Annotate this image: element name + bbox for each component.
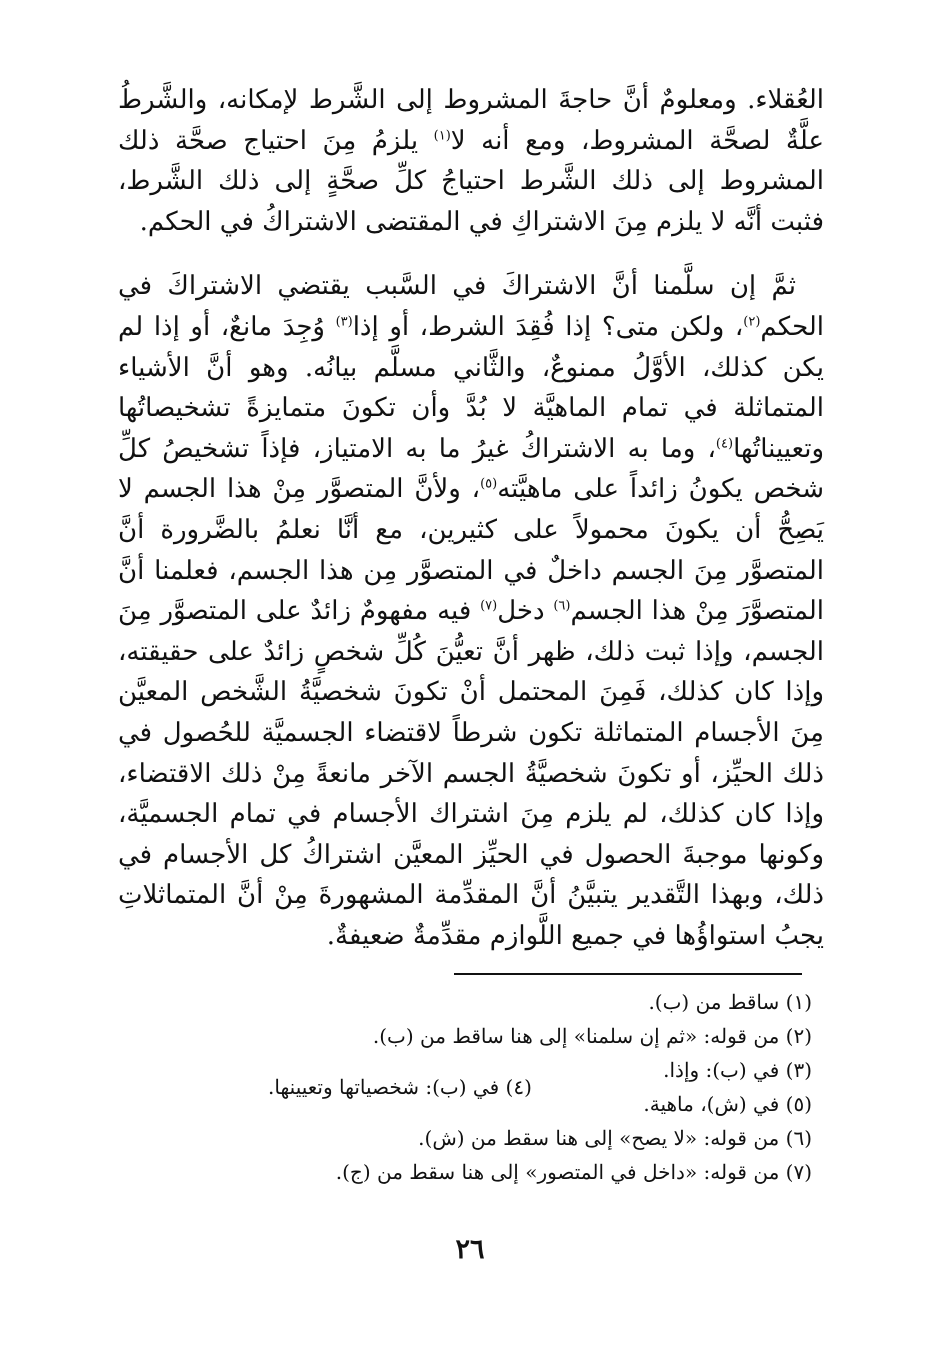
footnote-ref-5: (٥) (480, 476, 498, 492)
footnote-5: (٥) في (ش)، ماهية. (643, 1092, 812, 1116)
paragraph-2-part-c: وُجِدَ مانعٌ، أو إذا لم يكن كذلك، الأوَّلُ ممنوعٌ، والثَّاني مسلَّم بيانُه. وهو أنَّ الأشياء المتماثلة في تمام الماهيَّة لا بُدَّ وأن تكونَ متمايزةً تشخيصاتُها وتعييناتُها (118, 311, 824, 464)
footnote-3: (٣) في (ب): وإذا. (663, 1058, 812, 1082)
footnote-separator (454, 973, 802, 975)
footnote-ref-1: (١) (433, 127, 451, 143)
paragraph-1-text: العُقلاء. ومعلومٌ أنَّ حاجةَ المشروط إلى الشَّرط لإمكانه، والشَّرطُ علَّةٌ لصحَّة المشروط، ومع أنه لا (118, 85, 824, 156)
paragraph-2-part-f: دخل (497, 596, 554, 627)
footnote-ref-4: (٤) (715, 436, 734, 452)
paragraph-2-part-g: فيه مفهومٌ زائدٌ على المتصوَّر مِنَ الجسم، وإذا ثبت ذلك، ظهر أنَّ تعيُّنَ كُلِّ شخصٍ زائدٌ على حقيقته، وإذا كان كذلك، فَمِنَ المحتمل أنْ تكونَ شخصيَّةُ الشَّخص المعيَّن مِنَ الأجسام المتماثلة تكون شرطاً لاقتضاء الجسميَّة للحُصول في ذلك الحيِّز، أو تكونَ شخصيَّةُ الجسم الآخر مانعةً مِنْ ذلك الاقتضاء، وإذا كان كذلك، لم يلزم مِنَ اشتراك الأجسام في تمام الجسميَّة، وكونها موجبةَ الحصول في الحيِّز المعيَّن اشتراكُ كل الأجسام في ذلك، وبهذا التَّقدير يتبيَّنُ أنَّ المقدِّمة المشهورةَ مِنْ أنَّ المتماثلاتِ يجبُ استواؤُها في جميع اللَّوازم مقدِّمةٌ ضعيفةٌ. (118, 596, 825, 951)
footnote-ref-7: (٧) (480, 598, 498, 614)
footnote-6: (٦) من قوله: «لا يصح» إلى هنا سقط من (ش). (418, 1126, 812, 1150)
footnotes (118, 985, 812, 1189)
footnote-ref-3: (٣) (335, 314, 353, 330)
paragraph-2-part-b: ، ولكن متى؟ إذا فُقِدَ الشرط، أو إذا (352, 311, 744, 342)
footnote-ref-2: (٢) (743, 314, 761, 330)
footnote-4: (٤) في (ب): شخصياتها وتعيينها. (268, 1075, 532, 1099)
footnote-ref-6: (٦) (553, 598, 571, 614)
footnote-row-3-5 (118, 1053, 812, 1121)
paragraph-1 (118, 80, 824, 242)
footnote-1: (١) ساقط من (ب). (648, 990, 812, 1014)
paragraph-2 (118, 266, 824, 956)
footnote-7: (٧) من قوله: «داخل في المتصور» إلى هنا سقط من (ج). (335, 1160, 812, 1184)
paragraph-2-part-e: ، ولأنَّ المتصوَّر مِنْ هذا الجسم لا يَصِحُّ أن يكونَ محمولاً على كثيرين، مع أنَّا نعلمُ بالضَّرورة أنَّ المتصوَّر مِنَ الجسم داخلٌ في المتصوَّر مِن هذا الجسم، فعلمنا أنَّ المتصوَّرَ مِنْ هذا الجسم (118, 474, 825, 627)
footnote-2: (٢) من قوله: «ثم إن سلمنا» إلى هنا ساقط من (ب). (372, 1024, 812, 1048)
paragraph-2-part-a: ثمَّ إن سلَّمنا أنَّ الاشتراكَ في السَّبب يقتضي الاشتراكَ في الحكم (118, 271, 824, 342)
paragraph-1-tail: يلزمُ مِنَ احتياج صحَّة ذلك المشروط إلى ذلك الشَّرط احتياجُ كلِّ صحَّةٍ إلى ذلك الشَّرط، فثبت أنَّه لا يلزم مِنَ الاشتراكِ في المقتضى الاشتراكُ في الحكم. (118, 125, 824, 237)
page-number: ٢٦ (455, 1234, 485, 1265)
footnote-stack-3-5 (643, 1053, 812, 1121)
paragraph-2-part-d: ، وما به الاشتراكُ غيرُ ما به الامتياز، فإذاً تشخيصُ كلِّ شخص يكونُ زائداً على ماهيَّته (118, 433, 824, 505)
main-text-body (118, 80, 824, 956)
